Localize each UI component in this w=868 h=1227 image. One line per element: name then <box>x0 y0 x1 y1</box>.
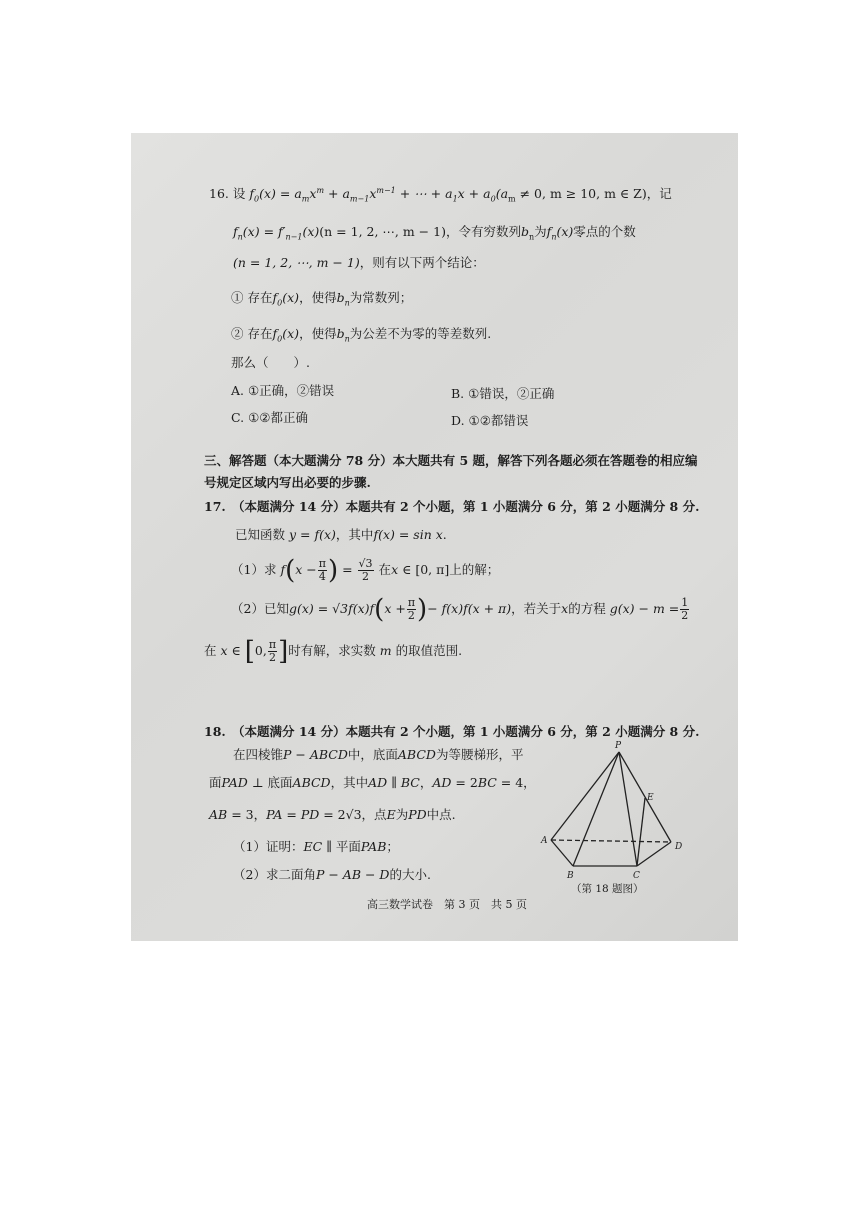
label-e: E <box>647 793 654 803</box>
q16-option-a: A. ①正确，②错误 <box>231 383 335 398</box>
q18-part1: （1）证明：EC ∥ 平面PAB； <box>233 839 399 854</box>
edge-ad-hidden <box>551 840 671 842</box>
q18-header: 18. （本题满分 14 分）本题共有 2 个小题，第 1 小题满分 6 分，第 2 小题满分 8 分. <box>204 724 700 739</box>
label-c: C <box>633 871 640 881</box>
scanned-exam-page <box>131 133 738 941</box>
q18-line3: AB = 3，PA = PD = 2√3，点E为PD中点. <box>209 807 456 822</box>
edge-pd <box>619 752 671 842</box>
edge-pa <box>551 752 619 840</box>
edge-ab <box>551 840 573 866</box>
q16-conclusion-1: ① 存在$f_0(x)$，使得$b_n$为常数列； <box>231 290 413 308</box>
q18-line2: 面PAD ⊥ 底面ABCD，其中AD ∥ BC，AD = 2BC = 4， <box>209 775 536 790</box>
segment-ce <box>637 798 645 866</box>
q16-line3: (n = 1, 2, ⋯, m − 1)，则有以下两个结论： <box>233 255 485 270</box>
q16-option-c: C. ①②都正确 <box>231 410 308 425</box>
label-p: P <box>615 741 622 751</box>
edge-pb <box>573 752 619 866</box>
q16-option-d: D. ①②都错误 <box>451 413 529 428</box>
edge-pc <box>619 752 637 866</box>
label-a: A <box>541 836 548 846</box>
edge-cd <box>637 842 671 866</box>
q17-given: 已知函数 y = f(x)，其中f(x) = sin x. <box>235 527 447 542</box>
pyramid-figure <box>529 738 709 898</box>
section3-line2: 号规定区域内写出必要的步骤. <box>204 475 371 490</box>
q16-option-b: B. ①错误，②正确 <box>451 386 555 401</box>
q16-line2: $f_n(x) = f'_{n-1}(x)(n = 1$, 2, ⋯, m − 1)，令有穷数列$b_n$为$f_n(x)$零点的个数 <box>233 224 636 242</box>
label-b: B <box>567 871 574 881</box>
q18-line1: 在四棱锥P − ABCD中，底面ABCD为等腰梯形，平 <box>233 747 524 762</box>
q16-conclusion-2: ② 存在$f_0(x)$，使得$b_n$为公差不为零的等差数列. <box>231 326 492 344</box>
q17-part2: （2）已知g(x) = √3f(x)f(x + $\frac{\pi}{2}$ )− f(x)f(x + π)，若关于x的方程 g(x) − m = $\frac{1}{2}$ <box>231 594 689 625</box>
q16-then: 那么（ ）. <box>231 355 310 370</box>
label-d: D <box>675 842 683 852</box>
q17-part2-cont: 在 x ∈ [0, $\frac{\pi}{2}$ ]时有解，求实数 m 的取值范围. <box>204 636 463 667</box>
figure-caption: （第 18 题图） <box>571 883 644 895</box>
q18-part2: （2）求二面角P − AB − D的大小. <box>233 867 431 882</box>
q17-part1: （1）求 f(x − $\frac{\pi}{4}$ ) = $\frac{√3}{2}$ 在x ∈ [0, π]上的解； <box>231 555 500 586</box>
q16-line1: 16. 设 $f_0(x) = a_mx^m + a_{m-1}x^{m-1}$ + ⋯ + $a_1x + a_0(a_m \ne 0$, m ≥ 10, m ∈ Z)，记 <box>209 186 672 204</box>
section3-line1: 三、解答题（本大题满分 78 分）本大题共有 5 题，解答下列各题必须在答题卷的相应编 <box>204 453 698 468</box>
page-footer: 高三数学试卷 第 3 页 共 5 页 <box>367 898 527 911</box>
q17-header: 17. （本题满分 14 分）本题共有 2 个小题，第 1 小题满分 6 分，第 2 小题满分 8 分. <box>204 499 700 514</box>
